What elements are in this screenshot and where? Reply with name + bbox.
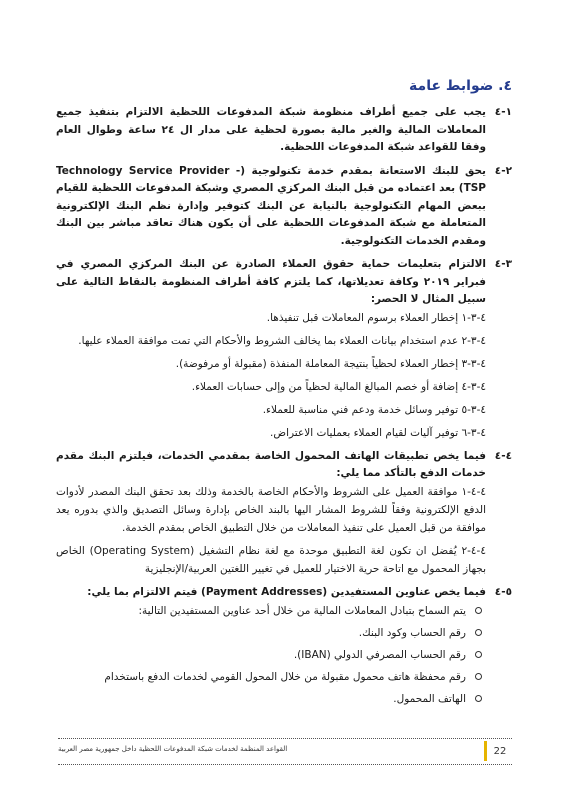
clause-4-5 — [56, 584, 512, 710]
section-title: ٤. ضوابط عامة — [409, 78, 512, 94]
subclause: ٤-٣-٣ إخطار العملاء لحظياً بنتيجة المعاملة المنفذة (مقبولة أو مرفوضة). — [175, 357, 486, 370]
subclause: ٤-٤-٢ يُفضل ان تكون لغة التطبيق موحدة مع لغة نظام التشغيل (Operating System) الخاص بجهاز المحمول مع اتاحة حرية الاختيار للعميل في تغيير اللغتين العربية/الإنجليزية — [56, 544, 486, 575]
clause-4-3 — [56, 256, 512, 442]
footer-text: القواعد المنظمة لخدمات شبكة المدفوعات اللحظية داخل جمهورية مصر العربية — [58, 745, 288, 753]
subclause: ٤-٣-٢ عدم استخدام بيانات العملاء بما يخالف الشروط والأحكام التي تمت موافقة العملاء عليها. — [78, 334, 486, 347]
circle-bullet-icon — [475, 673, 482, 680]
subclause: ٤-٣-٦ توفير آليات لقيام العملاء بعمليات الاعتراض. — [270, 426, 486, 439]
list-item: رقم الحساب وكود البنك. — [56, 623, 486, 643]
subclause: ٤-٤-١ موافقة العميل على الشروط والأحكام الخاصة بالخدمة وذلك بعد تحقق البنك المصدر لأدوات الدفع الإلكترونية وفقاً للشروط المشار اليها بالبند الخاص بإدارة وسائل التصديق والذي بدوره يعد موافقة من قبل العميل على تنفيذ المعاملات من خلال التطبيق الخاص بمقدم الخدمة. — [56, 485, 486, 534]
clause-text: فيما يخص عناوين المستفيدين (Payment Addresses) فيتم الالتزام بما يلي: — [87, 585, 486, 598]
circle-bullet-icon — [475, 607, 482, 614]
clause-number: ٣-٤ — [494, 258, 512, 270]
payment-address-list — [56, 601, 486, 709]
footer-divider-bottom — [58, 764, 512, 765]
subclause: ٤-٣-٥ توفير وسائل خدمة ودعم فني مناسبة للعملاء. — [262, 403, 486, 416]
page-number: 22 — [493, 745, 507, 757]
circle-bullet-icon — [475, 651, 482, 658]
section-content — [56, 104, 512, 715]
clause-number: ١-٤ — [494, 106, 512, 118]
footer-divider — [58, 738, 512, 739]
clause-number: ٥-٤ — [494, 585, 512, 598]
clause-4-2 — [56, 163, 512, 251]
clause-text: الالتزام بتعليمات حماية حقوق العملاء الصادرة عن البنك المركزي المصري في فبراير ٢٠١٩ وكافة تعديلاتها، كما يلتزم كافة أطراف المنظومة بالنقاط التالية على سبيل المثال لا الحصر: — [56, 258, 486, 305]
circle-bullet-icon — [475, 629, 482, 636]
clause-text: فيما يخص تطبيقات الهاتف المحمول الخاصة بمقدمي الخدمات، فيلتزم البنك مقدم خدمات الدفع بالتأكد مما يلي: — [56, 449, 486, 479]
list-item: الهاتف المحمول. — [56, 689, 486, 709]
clause-text: يحق للبنك الاستعانة بمقدم خدمة تكنولوجية (- Technology Service Provider TSP) بعد اعتماده من قبل البنك المركزي المصري وشبكة المدفوعات اللحظية للقيام ببعض المهام التكنولوجية بالنيابة عن البنك كتوفير وإدارة نظم البنك الإلكترونية المتعاملة مع شبكة المدفوعات اللحظية على أن يكون هناك تعاقد مباشر بين البنك ومقدم الخدمات التكنولوجية. — [56, 164, 486, 247]
clause-number: ٢-٤ — [494, 164, 512, 177]
clause-number: ٤-٤ — [494, 449, 512, 462]
clause-text: يجب على جميع أطراف منظومة شبكة المدفوعات اللحظية الالتزام بتنفيذ جميع المعاملات المالية والغير مالية بصورة لحظية على مدار ال ٢٤ ساعة وطوال العام وفقا للقواعد شبكة المدفوعات اللحظية. — [56, 106, 487, 153]
list-item: يتم السماح بتبادل المعاملات المالية من خلال أحد عناوين المستفيدين التالية: — [56, 601, 486, 621]
list-item: رقم محفظة هاتف محمول مقبولة من خلال المحول القومي لخدمات الدفع باستخدام — [56, 667, 486, 687]
clause-4-1 — [56, 104, 512, 157]
clause-4-4 — [56, 448, 512, 578]
circle-bullet-icon — [475, 695, 482, 702]
subclause: ٤-٣-٤ إضافة أو خصم المبالغ المالية لحظياً من وإلى حسابات العملاء. — [191, 380, 486, 393]
list-item: رقم الحساب المصرفي الدولي (IBAN). — [56, 645, 486, 665]
subclause: ٤-٣-١ إخطار العملاء برسوم المعاملات قبل تنفيذها. — [266, 311, 486, 324]
page-number-accent — [484, 741, 487, 761]
